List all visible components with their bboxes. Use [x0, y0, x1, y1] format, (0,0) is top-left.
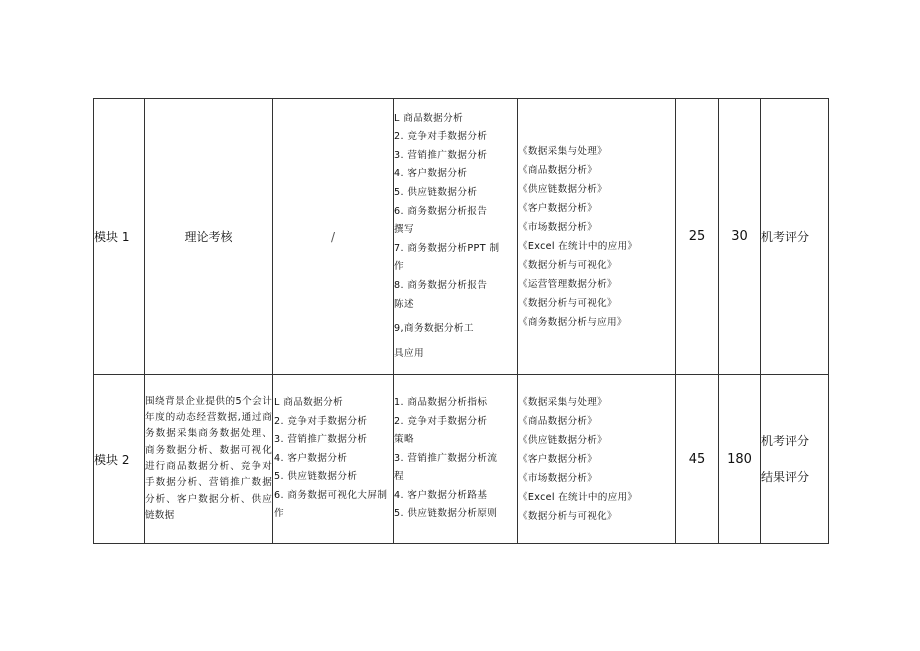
content-line: 4. 客户数据分析 — [394, 168, 468, 180]
textbook-item: 《商品数据分析》 — [518, 164, 598, 176]
score-a-cell: 45 — [676, 375, 719, 544]
content-line: 6. 商务数据分析报告 — [394, 205, 488, 217]
textbook-item: 《数据采集与处理》 — [518, 396, 608, 408]
description-line: 4. 客户数据分析 — [274, 452, 348, 464]
method-label: 机考评分 — [761, 434, 810, 448]
textbook-item: 《客户数据分析》 — [518, 453, 598, 465]
content-line: 5. 供应链数据分析 — [394, 187, 478, 199]
method-cell — [761, 99, 829, 375]
score-b-cell: 30 — [719, 99, 761, 375]
module-name-cell: 围绕背景企业提供的5个会计年度的动态经营数据,通过商务数据采集商务数据处理、商务数据分析、数据可视化进行商品数据分析、竞争对手数据分析、营销推广数据分析、客户数据分析、供应链数据 — [145, 375, 273, 544]
content-cell — [394, 375, 518, 544]
score-b-cell: 180 — [719, 375, 761, 544]
module-name-cell: 理论考核 — [145, 99, 273, 375]
textbook-item: 《Excel 在统计中的应用》 — [518, 240, 638, 252]
textbook-item: 《市场数据分析》 — [518, 221, 598, 233]
textbook-item: 《数据分析与可视化》 — [518, 297, 617, 309]
method-cell — [761, 375, 829, 544]
content-cell — [394, 99, 518, 375]
content-line: 3. 营销推广数据分析 — [394, 149, 488, 161]
content-line: 3. 营销推广数据分析流 — [394, 452, 498, 464]
method-label: 结果评分 — [761, 470, 810, 484]
content-line: 策略 — [394, 434, 414, 446]
textbook-item: 《商务数据分析与应用》 — [518, 316, 627, 328]
textbook-item: 《供应链数据分析》 — [518, 183, 608, 195]
content-line: 撰写 — [394, 224, 414, 236]
content-line: 4. 客户数据分析路基 — [394, 489, 488, 501]
table-row — [94, 99, 829, 375]
module-cell: 模块 2 — [94, 375, 145, 544]
description-line: 5. 供应链数据分析 — [274, 471, 358, 483]
description-line: 6. 商务数据可视化大屏制作 — [274, 489, 388, 520]
description-line: L 商品数据分析 — [274, 396, 344, 408]
content-line: 5. 供应链数据分析原则 — [394, 508, 498, 520]
content-line: 8. 商务数据分析报告 — [394, 279, 488, 291]
textbook-item: 《运营管理数据分析》 — [518, 278, 617, 290]
content-line: 2. 竞争对手数据分析 — [394, 415, 488, 427]
content-line: 程 — [394, 471, 404, 483]
textbook-item: 《市场数据分析》 — [518, 472, 598, 484]
content-line: L 商品数据分析 — [394, 112, 464, 124]
content-line: 具应用 — [394, 347, 424, 359]
assessment-table — [93, 98, 829, 544]
content-line: 9,商务数据分析工 — [394, 323, 474, 335]
content-line: 2. 竞争对手数据分析 — [394, 131, 488, 143]
description-cell: / — [273, 99, 394, 375]
textbook-item: 《商品数据分析》 — [518, 415, 598, 427]
description-cell — [273, 375, 394, 544]
module-cell: 模块 1 — [94, 99, 145, 375]
textbook-item: 《数据分析与可视化》 — [518, 259, 617, 271]
content-line: 1. 商品数据分析指标 — [394, 396, 488, 408]
textbooks-cell — [518, 375, 676, 544]
method-label: 机考评分 — [761, 229, 810, 244]
content-line: 陈述 — [394, 298, 414, 310]
textbook-item: 《数据采集与处理》 — [518, 145, 608, 157]
content-line: 7. 商务数据分析PPT 制 — [394, 242, 500, 254]
textbook-item: 《Excel 在统计中的应用》 — [518, 491, 638, 503]
score-a-cell: 25 — [676, 99, 719, 375]
content-line: 作 — [394, 261, 404, 273]
description-line: 2. 竞争对手数据分析 — [274, 415, 368, 427]
textbook-item: 《数据分析与可视化》 — [518, 510, 617, 522]
textbook-item: 《供应链数据分析》 — [518, 434, 608, 446]
textbook-item: 《客户数据分析》 — [518, 202, 598, 214]
table-row — [94, 375, 829, 544]
description-line: 3. 营销推广数据分析 — [274, 434, 368, 446]
textbooks-cell — [518, 99, 676, 375]
